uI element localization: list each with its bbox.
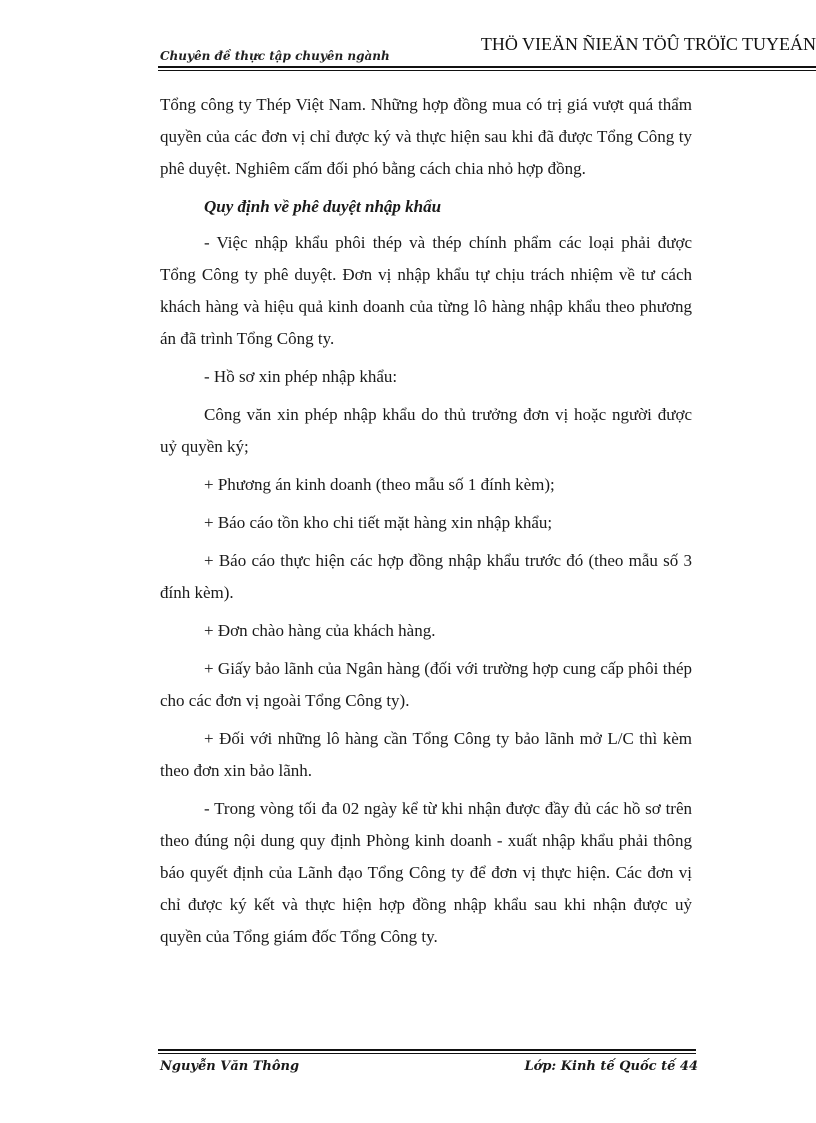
footer-divider — [158, 1049, 696, 1051]
header-divider — [158, 66, 816, 68]
paragraph: Công văn xin phép nhập khẩu do thủ trưởng đơn vị hoặc người được uỷ quyền ký; — [160, 405, 692, 456]
list-item: + Giấy bảo lãnh của Ngân hàng (đối với trường hợp cung cấp phôi thép cho các đơn vị ngoài Tổng Công ty). — [160, 659, 692, 710]
section-heading: Quy định về phê duyệt nhập khẩu — [204, 197, 442, 216]
paragraph: - Hồ sơ xin phép nhập khẩu: — [204, 367, 398, 386]
list-item: + Đối với những lô hàng cần Tổng Công ty bảo lãnh mở L/C thì kèm theo đơn xin bảo lãnh. — [160, 729, 692, 780]
paragraph: Tổng công ty Thép Việt Nam. Những hợp đồng mua có trị giá vượt quá thẩm quyền của các đơn vị chỉ được ký và thực hiện sau khi đã được Tổng Công ty phê duyệt. Nghiêm cấm đối phó bằng cách chia nhỏ hợp đồng. — [160, 95, 692, 178]
header-divider-thin — [158, 70, 816, 71]
list-item: + Báo cáo tồn kho chi tiết mặt hàng xin nhập khẩu; — [204, 513, 553, 532]
paragraph: - Trong vòng tối đa 02 ngày kể từ khi nhận được đầy đủ các hồ sơ trên theo đúng nội dung quy định Phòng kinh doanh - xuất nhập khẩu phải thông báo quyết định của Lãnh đạo Tổng Công ty để đơn vị thực hiện. Các đơn vị chỉ được ký kết và thực hiện hợp đồng nhập khẩu sau khi nhận được uỷ quyền của Tổng giám đốc Tổng Công ty. — [160, 799, 692, 946]
header-library-label: THÖ VIEÄN ÑIEÄN TÖÛ TRÖÏC TUYEÁN — [480, 34, 816, 54]
footer-author: Nguyễn Văn Thông — [160, 1059, 300, 1074]
list-item: + Đơn chào hàng của khách hàng. — [204, 621, 436, 640]
list-item: + Báo cáo thực hiện các hợp đồng nhập khẩu trước đó (theo mẫu số 3 đính kèm). — [160, 551, 692, 602]
list-item: + Phương án kinh doanh (theo mẫu số 1 đính kèm); — [204, 475, 555, 494]
header-title: Chuyên đề thực tập chuyên ngành — [160, 49, 390, 63]
footer-class: Lớp: Kinh tế Quốc tế 44 — [524, 1059, 698, 1074]
paragraph: - Việc nhập khẩu phôi thép và thép chính phẩm các loại phải được Tổng Công ty phê duyệt. Đơn vị nhập khẩu tự chịu trách nhiệm về tư cách khách hàng và hiệu quả kinh doanh của từng lô hàng nhập khẩu theo phương án đã trình Tổng Công ty. — [160, 233, 692, 348]
footer-divider-thin — [158, 1053, 696, 1054]
page-body — [160, 89, 692, 953]
